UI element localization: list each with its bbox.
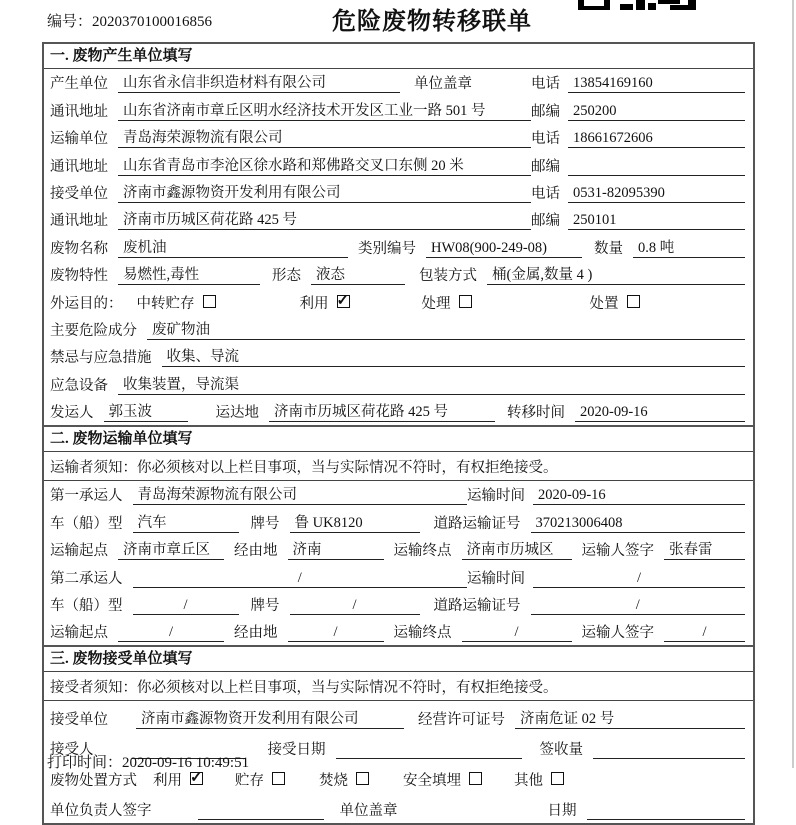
postcode-label: 邮编 [531, 103, 560, 120]
route-end-value: 济南市历城区 [462, 538, 572, 560]
checkbox-icon [190, 772, 203, 785]
transporter-unit-row [44, 124, 753, 151]
producer-phone-value: 13854169160 [568, 75, 745, 93]
emergency-equipment-row [44, 370, 753, 397]
vehicle-type-value: 汽车 [133, 511, 239, 533]
option-label: 中转贮存 [136, 295, 195, 312]
license-value: 济南危证 02 号 [515, 707, 745, 729]
checkbox-icon [627, 295, 640, 308]
form-state-value: 液态 [311, 263, 405, 285]
carrier-sign-label: 运输人签字 [581, 625, 654, 642]
emergency-measures-row [44, 343, 753, 370]
print-time-label: 打印时间： [47, 755, 123, 771]
option-label: 利用 [153, 772, 182, 789]
checkbox-icon [551, 772, 564, 785]
first-carrier-row [44, 481, 753, 508]
transporter-address-value: 山东省青岛市李沧区徐水路和郑佛路交叉口东侧 20 米 [118, 154, 531, 176]
plate-label: 牌号 [250, 515, 280, 532]
serial-label: 编号： [47, 14, 93, 30]
via-label: 经由地 [234, 625, 278, 642]
field-label: 车（船）型 [50, 598, 123, 615]
field-label: 主要危险成分 [50, 322, 137, 339]
receiver-unit-value: 济南市鑫源物资开发利用有限公司 [118, 181, 531, 203]
disposal-option-incinerate [319, 769, 369, 790]
producer-postcode-value: 250200 [568, 103, 745, 121]
postcode-group [531, 209, 745, 230]
section-3-title: 三. 废物接受单位填写 [44, 645, 753, 672]
serial-value: 2020370100016856 [92, 14, 213, 30]
option-label: 贮存 [235, 772, 264, 789]
receive-unit-row [44, 701, 753, 732]
field-label: 第一承运人 [50, 488, 123, 505]
producer-address-value: 山东省济南市章丘区明水经济技术开发区工业一路 501 号 [118, 99, 531, 121]
field-label: 产生单位 [50, 76, 108, 93]
disposal-method-label: 废物处置方式 [50, 772, 137, 789]
postcode-group [531, 155, 745, 176]
transporter-unit-value: 青岛海荣源物流有限公司 [118, 126, 531, 148]
date-label: 日期 [547, 803, 577, 820]
field-label: 接受单位 [50, 185, 108, 202]
second-transport-time-value: / [533, 570, 745, 588]
receiver-notice: 接受者须知：你必须核对以上栏目事项，当与实际情况不符时，有权拒绝接受。 [44, 672, 753, 701]
category-code-label: 类别编号 [358, 240, 416, 257]
plate-value: 鲁 UK8120 [290, 511, 420, 533]
second-carrier-value: / [133, 570, 468, 588]
via-value: / [288, 624, 384, 642]
serial-number [47, 10, 212, 31]
unit-seal-label: 单位盖章 [414, 76, 472, 93]
checkbox-icon [337, 295, 350, 308]
postcode-label: 邮编 [531, 158, 560, 175]
waste-name-value: 废机油 [118, 236, 348, 258]
transporter-address-row [44, 151, 753, 178]
checkbox-icon [272, 772, 285, 785]
field-label: 发运人 [50, 405, 94, 422]
receive-unit-value: 济南市鑫源物资开发利用有限公司 [136, 707, 404, 729]
purpose-option-utilize [300, 292, 350, 313]
print-time-value: 2020-09-16 10:49:51 [122, 755, 250, 771]
road-permit-value: 370213006408 [531, 515, 746, 533]
field-label: 运输单位 [50, 131, 108, 148]
field-label: 废物特性 [50, 268, 108, 285]
waste-name-row [44, 233, 753, 260]
second-vehicle-row [44, 591, 753, 618]
second-route-row [44, 618, 753, 645]
option-label: 处理 [421, 295, 451, 312]
hazard-component-row [44, 316, 753, 343]
transfer-time-label: 转移时间 [507, 405, 565, 422]
shipper-name-value: 郭玉波 [104, 400, 188, 422]
disposal-option-landfill [403, 769, 482, 790]
phone-label: 电话 [531, 76, 560, 93]
field-label: 运输起点 [50, 625, 108, 642]
emergency-equipment-value: 收集装置，导流渠 [118, 373, 745, 395]
via-label: 经由地 [234, 543, 278, 560]
transport-time-label: 运输时间 [467, 570, 525, 587]
field-label: 运输起点 [50, 543, 108, 560]
disposal-option-utilize [153, 769, 203, 790]
postcode-label: 邮编 [531, 213, 560, 230]
phone-group [531, 182, 745, 203]
checkbox-icon [469, 772, 482, 785]
outbound-purpose-label: 外运目的： [50, 295, 123, 312]
first-carrier-value: 青岛海荣源物流有限公司 [133, 483, 468, 505]
field-label: 接受人 [50, 742, 94, 759]
producer-address-row [44, 96, 753, 123]
phone-label: 电话 [531, 131, 560, 148]
receiver-unit-row [44, 179, 753, 206]
waste-property-row [44, 261, 753, 288]
field-label: 单位负责人签字 [50, 803, 152, 820]
disposal-option-other [514, 769, 564, 790]
route-origin-value: / [118, 624, 224, 642]
unit-seal-label: 单位盖章 [339, 803, 398, 820]
transport-time-group [467, 567, 745, 588]
field-label: 通讯地址 [50, 213, 108, 230]
responsible-sign-row [44, 793, 753, 824]
field-label: 禁忌与应急措施 [50, 350, 152, 367]
producer-unit-row [44, 69, 753, 96]
receive-date-label: 接受日期 [267, 742, 326, 759]
license-label: 经营许可证号 [418, 711, 505, 728]
phone-group [531, 127, 745, 148]
route-end-value: / [462, 624, 572, 642]
first-vehicle-row [44, 508, 753, 535]
carrier-sign-value: / [664, 624, 745, 642]
road-permit-label: 道路运输证号 [433, 598, 521, 615]
purpose-option-treat [422, 292, 472, 313]
hazard-component-value: 废矿物油 [147, 318, 745, 340]
receiver-postcode-value: 250101 [568, 212, 745, 230]
phone-group [531, 72, 745, 93]
route-origin-value: 济南市章丘区 [118, 538, 224, 560]
producer-unit-value: 山东省永信非织造材料有限公司 [118, 71, 400, 93]
carrier-sign-value: 张春雷 [664, 538, 745, 560]
quantity-label: 数量 [594, 240, 623, 257]
receiver-address-value: 济南市历城区荷花路 425 号 [118, 208, 531, 230]
shipper-row [44, 398, 753, 425]
option-label: 处置 [589, 295, 619, 312]
first-route-row [44, 536, 753, 563]
category-code-value: HW08(900-249-08) [426, 240, 582, 258]
packaging-value: 桶(金属,数量 4 ) [487, 263, 745, 285]
via-value: 济南 [288, 538, 384, 560]
page-title: 危险废物转移联单 [332, 9, 532, 35]
quantity-value: 0.8 吨 [633, 236, 745, 258]
disposal-option-storage [235, 769, 285, 790]
checkbox-icon [459, 295, 472, 308]
road-permit-value: / [531, 597, 746, 615]
phone-label: 电话 [531, 185, 560, 202]
first-transport-time-value: 2020-09-16 [533, 487, 745, 505]
received-amount-value [593, 758, 745, 759]
field-label: 第二承运人 [50, 570, 123, 587]
form-state-label: 形态 [272, 268, 301, 285]
vehicle-type-value: / [133, 597, 239, 615]
responsible-sign-value [198, 819, 324, 820]
purpose-option-dispose [590, 292, 640, 313]
carrier-sign-label: 运输人签字 [581, 543, 654, 560]
section-1-title: 一. 废物产生单位填写 [44, 44, 753, 69]
checkbox-icon [356, 772, 369, 785]
destination-value: 济南市历城区荷花路 425 号 [269, 400, 495, 422]
road-permit-label: 道路运输证号 [433, 515, 521, 532]
receiver-phone-value: 0531-82095390 [568, 185, 745, 203]
section-2-title: 二. 废物运输单位填写 [44, 425, 753, 452]
received-amount-label: 签收量 [539, 742, 583, 759]
print-time [47, 751, 249, 772]
field-label: 应急设备 [50, 377, 108, 394]
receiver-address-row [44, 206, 753, 233]
field-label: 废物名称 [50, 240, 108, 257]
plate-label: 牌号 [250, 598, 280, 615]
second-carrier-row [44, 563, 753, 590]
field-label: 通讯地址 [50, 158, 108, 175]
field-label: 通讯地址 [50, 103, 108, 120]
transport-time-group [467, 484, 745, 505]
route-end-label: 运输终点 [393, 543, 452, 560]
route-end-label: 运输终点 [393, 625, 452, 642]
transfer-form-table [42, 42, 755, 825]
transport-time-label: 运输时间 [467, 488, 525, 505]
emergency-measures-value: 收集、导流 [162, 345, 746, 367]
receive-date-value [336, 758, 522, 759]
packaging-label: 包装方式 [419, 268, 477, 285]
field-label: 接受单位 [50, 711, 108, 728]
checkbox-icon [203, 295, 216, 308]
field-label: 车（船）型 [50, 515, 123, 532]
transfer-time-value: 2020-09-16 [575, 404, 745, 422]
transporter-postcode-value [568, 175, 745, 176]
qr-code-icon [578, 0, 696, 11]
waste-property-value: 易燃性,毒性 [118, 263, 260, 285]
transporter-phone-value: 18661672606 [568, 130, 745, 148]
transporter-notice: 运输者须知：你必须核对以上栏目事项，当与实际情况不符时，有权拒绝接受。 [44, 452, 753, 481]
plate-value: / [290, 597, 420, 615]
purpose-option-transfer-storage [137, 292, 216, 313]
option-label: 安全填埋 [403, 772, 461, 789]
postcode-group [531, 100, 745, 121]
date-value [587, 819, 746, 820]
option-label: 焚烧 [319, 772, 348, 789]
option-label: 其他 [514, 772, 543, 789]
option-label: 利用 [299, 295, 329, 312]
page-right-edge [792, 0, 794, 768]
outbound-purpose-row [44, 288, 753, 315]
destination-label: 运达地 [215, 405, 259, 422]
